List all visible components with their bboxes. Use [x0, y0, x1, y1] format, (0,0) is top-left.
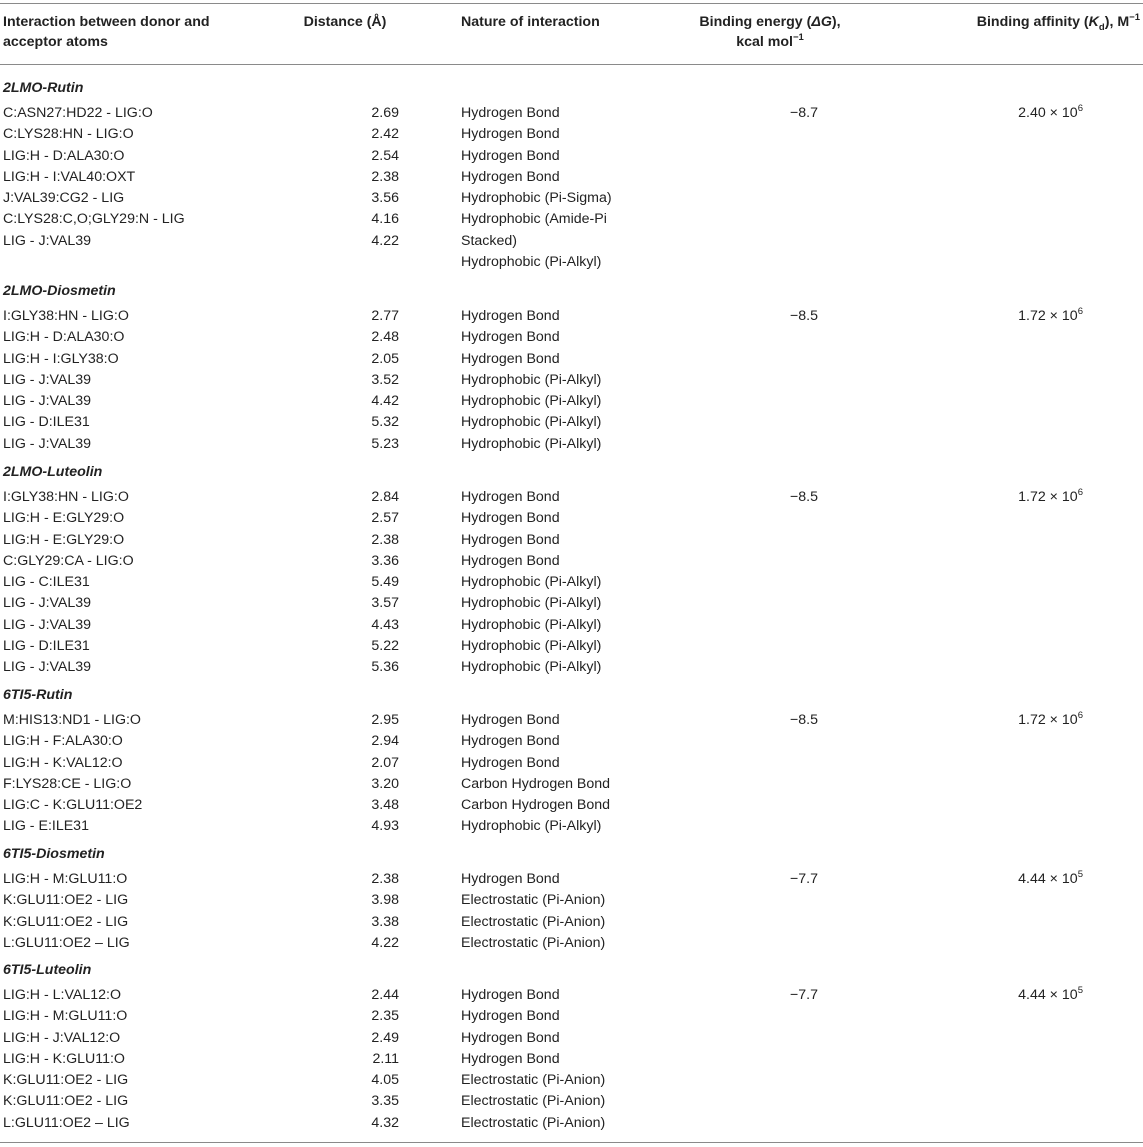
table-cell: Carbon Hydrogen Bond [461, 797, 611, 814]
affinity-mantissa: 2.40 × 10 [1018, 105, 1078, 121]
distance-column [250, 487, 399, 679]
binding-energy-cell: −8.5 [789, 712, 818, 728]
table-cell: Hydrogen Bond [461, 329, 560, 346]
table-cell: Hydrophobic (Pi-Alkyl) [461, 414, 602, 431]
affinity-exponent: 6 [1077, 103, 1083, 114]
table-cell: 4.43 [371, 616, 399, 633]
binding-energy-cell: −8.5 [789, 489, 818, 505]
table-cell: LIG:H - L:VAL12:O [3, 987, 122, 1003]
table-cell: C:LYS28:HN - LIG:O [3, 126, 134, 143]
table-cell: C:GLY29:CA - LIG:O [3, 552, 134, 569]
distance-column [250, 710, 399, 838]
header-binding-affinity: Binding affinity $(K_d)$, $M^{-1}$ [976, 12, 1140, 33]
affinity-exponent: 5 [1077, 985, 1083, 996]
table-top-rule [0, 3, 1143, 4]
table-cell: 5.23 [371, 435, 399, 452]
table-bottom-rule [0, 1142, 1143, 1143]
table-cell: LIG - C:ILE31 [3, 574, 90, 591]
header-binding-energy: Binding energy (ΔG), kcal mol$^{-1}$ [699, 14, 841, 50]
table-cell: 4.42 [371, 393, 399, 410]
table-cell: Electrostatic (Pi-Anion) [461, 1093, 606, 1110]
table-cell: Hydrogen Bond [461, 1008, 560, 1025]
table-cell: LIG:H - M:GLU11:O [3, 1008, 128, 1025]
table-cell: Hydrophobic (Pi-Sigma) [461, 190, 612, 207]
binding-energy-cell: −7.7 [789, 871, 818, 887]
table-cell: K:GLU11:OE2 - LIG [3, 892, 129, 909]
table-cell: Hydrogen Bond [461, 754, 560, 771]
header-bottom-rule [0, 64, 1143, 65]
table-cell: Hydrophobic (Pi-Alkyl) [461, 393, 602, 410]
table-cell: 3.38 [371, 913, 399, 930]
table-cell: Hydrogen Bond [461, 552, 560, 569]
table-cell: LIG:H - F:ALA30:O [3, 733, 123, 750]
table-cell: Hydrophobic (Pi-Alkyl) [461, 595, 602, 612]
affinity-exponent: 6 [1077, 306, 1083, 317]
table-cell: LIG:H - M:GLU11:O [3, 871, 128, 887]
table-cell: K:GLU11:OE2 - LIG [3, 913, 129, 930]
table-cell: Hydrophobic (Pi-Alkyl) [461, 254, 602, 271]
table-cell: 2.57 [371, 510, 399, 527]
table-cell: 5.32 [371, 414, 399, 431]
table-cell: LIG - J:VAL39 [3, 595, 92, 612]
binding-energy-cell: −8.5 [789, 308, 818, 324]
table-cell: 4.16 [371, 211, 399, 228]
table-cell: Electrostatic (Pi-Anion) [461, 913, 606, 930]
table-cell: LIG:H - E:GLY29:O [3, 510, 125, 527]
donor-acceptor-column [3, 103, 283, 252]
table-cell: LIG:H - D:ALA30:O [3, 329, 125, 346]
table-cell: Hydrogen Bond [461, 105, 560, 121]
nature-column [461, 710, 701, 838]
table-cell: 2.94 [371, 733, 399, 750]
table-cell: 2.77 [371, 308, 399, 324]
table-cell: Electrostatic (Pi-Anion) [461, 1114, 606, 1131]
binding-affinity-cell [900, 710, 1083, 732]
table-cell: LIG - J:VAL39 [3, 659, 92, 676]
table-cell: 3.36 [371, 552, 399, 569]
table-cell: LIG - J:VAL39 [3, 435, 92, 452]
binding-affinity-cell [900, 869, 1083, 891]
table-cell: LIG:H - K:VAL12:O [3, 754, 123, 771]
table-cell: Hydrogen Bond [461, 510, 560, 527]
table-cell: Hydrogen Bond [461, 987, 560, 1003]
table-cell: Hydrophobic (Pi-Alkyl) [461, 638, 602, 655]
table-cell: LIG - J:VAL39 [3, 371, 92, 388]
table-cell: LIG:H - I:GLY38:O [3, 350, 119, 367]
table-cell: 2.38 [371, 531, 399, 548]
table-cell: LIG:H - I:VAL40:OXT [3, 168, 136, 185]
donor-acceptor-column [3, 710, 283, 838]
table-cell: LIG:H - E:GLY29:O [3, 531, 125, 548]
distance-column [250, 869, 399, 954]
table-cell: 3.56 [371, 190, 399, 207]
table-cell: I:GLY38:HN - LIG:O [3, 308, 129, 324]
section-title: 2LMO-Luteolin [3, 464, 103, 480]
affinity-mantissa: 1.72 × 10 [1018, 712, 1078, 728]
table-cell: L:GLU11:OE2 – LIG [3, 1114, 130, 1131]
table-cell: Electrostatic (Pi-Anion) [461, 934, 606, 951]
table-cell: 2.11 [372, 1050, 399, 1067]
table-cell: 5.49 [371, 574, 399, 591]
donor-acceptor-column [3, 985, 283, 1134]
table-cell: Hydrogen Bond [461, 308, 560, 324]
affinity-exponent: 6 [1077, 487, 1083, 498]
binding-affinity-cell [900, 103, 1083, 125]
table-cell: 2.48 [371, 329, 399, 346]
table-cell: 2.95 [371, 712, 399, 728]
table-cell: Hydrophobic (Pi-Alkyl) [461, 574, 602, 591]
table-cell: K:GLU11:OE2 - LIG [3, 1072, 129, 1089]
table-cell: 3.98 [371, 892, 399, 909]
table-cell: LIG - J:VAL39 [3, 232, 92, 249]
table-cell: Hydrophobic (Pi-Alkyl) [461, 659, 602, 676]
table-cell: Hydrogen Bond [461, 712, 560, 728]
table-cell: Electrostatic (Pi-Anion) [461, 1072, 606, 1089]
table-cell: 2.35 [371, 1008, 399, 1025]
table-cell: 2.44 [371, 987, 399, 1003]
table-cell: Hydrogen Bond [461, 1029, 560, 1046]
table-cell: 4.32 [371, 1114, 399, 1131]
table-cell: LIG - J:VAL39 [3, 616, 92, 633]
section-title: 6TI5-Diosmetin [3, 846, 105, 862]
table-cell: Hydrogen Bond [461, 489, 560, 505]
table-cell: 2.38 [371, 871, 399, 887]
table-cell: M:HIS13:ND1 - LIG:O [3, 712, 141, 728]
affinity-exponent: 6 [1077, 710, 1083, 721]
binding-affinity-cell [900, 985, 1083, 1007]
table-cell: K:GLU11:OE2 - LIG [3, 1093, 129, 1110]
table-cell: Hydrophobic (Pi-Alkyl) [461, 371, 602, 388]
table-cell: 5.22 [371, 638, 399, 655]
nature-column [461, 487, 701, 679]
header-distance: Distance (Å) [303, 14, 387, 30]
table-cell: Hydrogen Bond [461, 126, 560, 143]
table-cell: 3.35 [371, 1093, 399, 1110]
header-donor-acceptor: Interaction between donor and acceptor atoms [3, 14, 210, 50]
table-cell: 3.48 [371, 797, 399, 814]
table-cell: 3.20 [371, 775, 399, 792]
distance-column [250, 985, 399, 1134]
distance-column [250, 103, 399, 252]
table-cell: LIG:H - K:GLU11:O [3, 1050, 125, 1067]
table-cell: Electrostatic (Pi-Anion) [461, 892, 606, 909]
table-cell: Hydrogen Bond [461, 350, 560, 367]
donor-acceptor-column [3, 869, 283, 954]
binding-affinity-cell [900, 306, 1083, 328]
table-cell: 5.36 [371, 659, 399, 676]
donor-acceptor-column [3, 487, 283, 679]
affinity-exponent: 5 [1077, 869, 1083, 880]
table-cell: 4.22 [371, 934, 399, 951]
table-cell: C:LYS28:C,O;GLY29:N - LIG [3, 211, 185, 228]
table-cell: 2.54 [371, 147, 399, 164]
nature-column [461, 103, 701, 273]
table-cell: 2.84 [371, 489, 399, 505]
binding-energy-cell: −7.7 [789, 987, 818, 1003]
table-cell: C:ASN27:HD22 - LIG:O [3, 105, 153, 121]
donor-acceptor-column [3, 306, 283, 455]
table-cell: J:VAL39:CG2 - LIG [3, 190, 125, 207]
table-cell: I:GLY38:HN - LIG:O [3, 489, 129, 505]
table-cell: LIG - D:ILE31 [3, 414, 90, 431]
table-cell: Stacked) [461, 232, 517, 249]
table-cell: 2.07 [371, 754, 399, 771]
table-cell: Hydrogen Bond [461, 531, 560, 548]
affinity-mantissa: 4.44 × 10 [1018, 987, 1078, 1003]
table-cell: Hydrogen Bond [461, 147, 560, 164]
table-cell: LIG - E:ILE31 [3, 818, 89, 835]
section-title: 2LMO-Rutin [3, 80, 84, 96]
nature-column [461, 306, 701, 455]
table-cell: LIG:C - K:GLU11:OE2 [3, 797, 143, 814]
table-cell: Hydrophobic (Pi-Alkyl) [461, 818, 602, 835]
section-title: 2LMO-Diosmetin [3, 283, 116, 299]
header-nature: Nature of interaction [461, 14, 600, 30]
table-cell: Hydrophobic (Amide-Pi [461, 211, 607, 228]
affinity-mantissa: 4.44 × 10 [1018, 871, 1078, 887]
table-cell: 3.57 [371, 595, 399, 612]
affinity-mantissa: 1.72 × 10 [1018, 308, 1078, 324]
table-cell: 2.42 [371, 126, 399, 143]
table-cell: 4.05 [371, 1072, 399, 1089]
distance-column [250, 306, 399, 455]
nature-column [461, 869, 701, 954]
table-cell: 2.05 [371, 350, 399, 367]
section-title: 6TI5-Luteolin [3, 962, 92, 978]
table-cell: 2.38 [371, 168, 399, 185]
table-cell: 4.93 [371, 818, 399, 835]
table-cell: LIG:H - D:ALA30:O [3, 147, 125, 164]
table-cell: 3.52 [371, 371, 399, 388]
table-cell: LIG - D:ILE31 [3, 638, 90, 655]
table-cell: 4.22 [371, 232, 399, 249]
table-cell: Hydrogen Bond [461, 1050, 560, 1067]
binding-affinity-cell [900, 487, 1083, 509]
table-cell: F:LYS28:CE - LIG:O [3, 775, 132, 792]
table-cell: Carbon Hydrogen Bond [461, 775, 611, 792]
binding-energy-cell: −8.7 [789, 105, 818, 121]
nature-column [461, 985, 701, 1134]
table-cell: LIG - J:VAL39 [3, 393, 92, 410]
affinity-mantissa: 1.72 × 10 [1018, 489, 1078, 505]
table-cell: L:GLU11:OE2 – LIG [3, 934, 130, 951]
table-cell: LIG:H - J:VAL12:O [3, 1029, 121, 1046]
table-cell: Hydrophobic (Pi-Alkyl) [461, 435, 602, 452]
table-cell: 2.69 [371, 105, 399, 121]
table-cell: 2.49 [371, 1029, 399, 1046]
table-cell: Hydrophobic (Pi-Alkyl) [461, 616, 602, 633]
section-title: 6TI5-Rutin [3, 687, 73, 703]
table-cell: Hydrogen Bond [461, 168, 560, 185]
table-cell: Hydrogen Bond [461, 733, 560, 750]
table-cell: Hydrogen Bond [461, 871, 560, 887]
